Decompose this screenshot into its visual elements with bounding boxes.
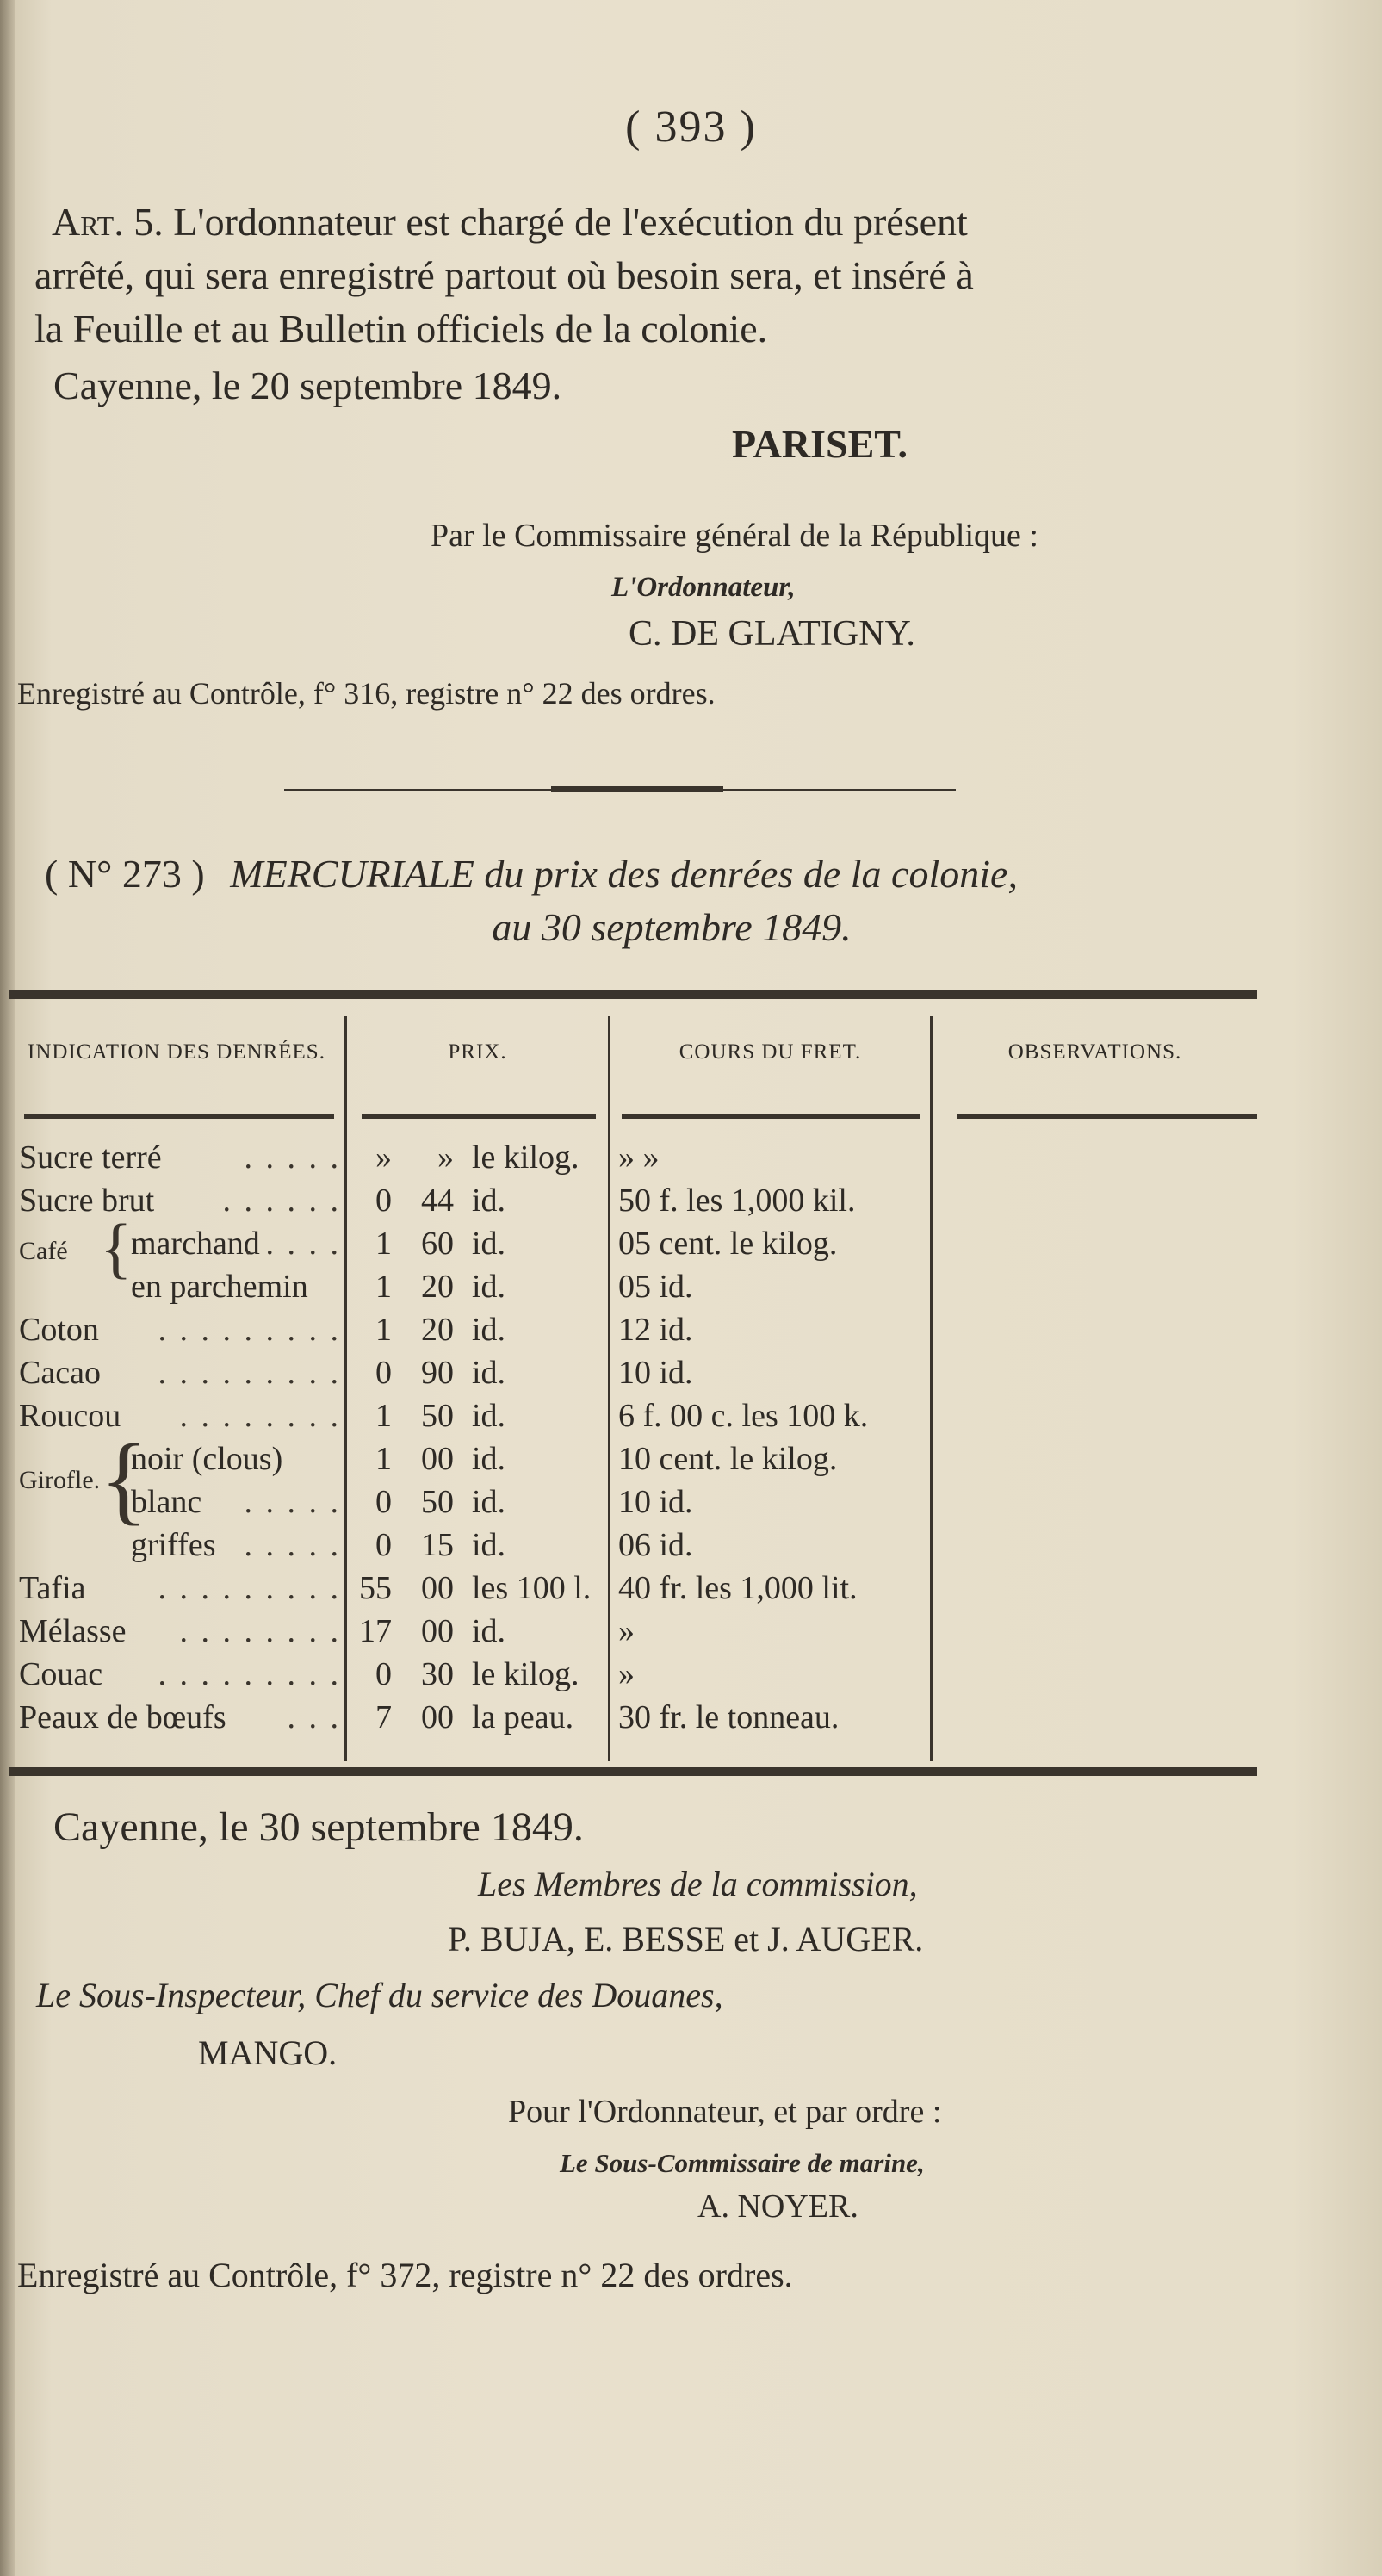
row-fret: 10 cent. le kilog. [618, 1441, 838, 1477]
row-leader-dots: . . . . . . . . . [158, 1656, 341, 1692]
header-prix: PRIX. [448, 1040, 507, 1064]
row-price-francs: 55 [359, 1570, 392, 1606]
row-item-name: Sucre terré [19, 1139, 162, 1176]
row-price-francs: 1 [375, 1441, 392, 1477]
row-price-unit: la peau. [472, 1699, 574, 1735]
row-price-francs: 7 [375, 1699, 392, 1735]
row-price-francs: 1 [375, 1398, 392, 1434]
closing-order-line: Pour l'Ordonnateur, et par ordre : [508, 2094, 942, 2130]
row-leader-dots: . . . . . . . . [179, 1398, 341, 1434]
row-price-unit: le kilog. [472, 1139, 579, 1176]
row-price-francs: 1 [375, 1226, 392, 1262]
row-price-francs: » [375, 1139, 392, 1176]
article-signer: PARISET. [732, 422, 908, 466]
closing-members-label: Les Membres de la commission, [478, 1865, 918, 1903]
row-leader-dots: . . . . . [244, 1484, 341, 1520]
row-price-cents: 90 [421, 1355, 454, 1391]
row-leader-dots: . . . . . . [222, 1182, 341, 1219]
row-leader-dots: . . . . . . . . . [158, 1570, 341, 1606]
row-item-name: Cacao [19, 1355, 101, 1391]
closing-inspector: MANGO. [198, 2033, 338, 2072]
row-price-cents: 00 [421, 1613, 454, 1649]
table-col-divider-3 [930, 1016, 933, 1761]
article-by-line: Par le Commissaire général de la République : [431, 518, 1038, 554]
row-price-francs: 0 [375, 1484, 392, 1520]
row-item-name: Tafia [19, 1570, 86, 1606]
row-item-name: en parchemin [131, 1269, 308, 1305]
row-item-name: Roucou [19, 1398, 121, 1434]
article-place-date: Cayenne, le 20 septembre 1849. [53, 363, 562, 407]
row-leader-dots: . . . . . . . . . [158, 1312, 341, 1348]
row-price-cents: 50 [421, 1484, 454, 1520]
row-fret: » [618, 1656, 635, 1692]
row-fret: 06 id. [618, 1527, 693, 1563]
article-label: Art. 5. [52, 200, 164, 244]
row-price-cents: 60 [421, 1226, 454, 1262]
row-leader-dots: . . . . . . . . . [158, 1355, 341, 1391]
article-signer-2: C. DE GLATIGNY. [629, 614, 915, 654]
article-role: L'Ordonnateur, [611, 572, 796, 603]
row-price-cents: 44 [421, 1182, 454, 1219]
row-fret: 12 id. [618, 1312, 693, 1348]
row-group-label: Girofle. [19, 1466, 101, 1494]
row-price-cents: 50 [421, 1398, 454, 1434]
row-item-name: Peaux de bœufs [19, 1699, 226, 1735]
notice-number: ( N° 273 ) [45, 852, 205, 896]
row-price-unit: id. [472, 1269, 506, 1305]
row-fret: 50 f. les 1,000 kil. [618, 1182, 856, 1219]
row-price-francs: 1 [375, 1312, 392, 1348]
page-number: ( 393 ) [625, 102, 757, 152]
closing-members: P. BUJA, E. BESSE et J. AUGER. [448, 1920, 924, 1958]
row-price-unit: id. [472, 1484, 506, 1520]
row-price-cents: » [437, 1139, 454, 1176]
header-rule-2 [362, 1114, 596, 1119]
closing-place-date: Cayenne, le 30 septembre 1849. [53, 1804, 584, 1850]
row-fret: 10 id. [618, 1355, 693, 1391]
closing-registration: Enregistré au Contrôle, f° 372, registre n° 22 des ordres. [17, 2256, 793, 2294]
row-price-unit: id. [472, 1182, 506, 1219]
row-price-francs: 1 [375, 1269, 392, 1305]
row-price-francs: 0 [375, 1355, 392, 1391]
row-price-unit: id. [472, 1312, 506, 1348]
article-text-1: L'ordonnateur est chargé de l'exécution du présent [173, 200, 968, 244]
row-price-cents: 20 [421, 1269, 454, 1305]
row-item-name: Coton [19, 1312, 99, 1348]
header-observations: OBSERVATIONS. [1007, 1040, 1182, 1064]
row-fret: 10 id. [618, 1484, 693, 1520]
row-price-unit: id. [472, 1527, 506, 1563]
row-price-unit: id. [472, 1613, 506, 1649]
row-price-cents: 20 [421, 1312, 454, 1348]
row-price-francs: 0 [375, 1527, 392, 1563]
article-line-2: arrêté, qui sera enregistré partout où besoin sera, et inséré à [34, 253, 974, 297]
row-item-name: griffes [131, 1527, 216, 1563]
row-price-francs: 0 [375, 1182, 392, 1219]
row-leader-dots: . . . [287, 1699, 341, 1735]
row-price-francs: 0 [375, 1656, 392, 1692]
row-price-cents: 15 [421, 1527, 454, 1563]
table-top-rule [9, 990, 1257, 999]
notice-heading-line-1 [45, 851, 1018, 897]
row-price-unit: id. [472, 1398, 506, 1434]
row-price-cents: 00 [421, 1699, 454, 1735]
row-price-unit: id. [472, 1441, 506, 1477]
row-price-unit: les 100 l. [472, 1570, 592, 1606]
closing-sub-role: Le Sous-Commissaire de marine, [560, 2148, 925, 2178]
row-price-francs: 17 [359, 1613, 392, 1649]
row-fret: » » [618, 1139, 660, 1176]
row-group-label: Café [19, 1237, 68, 1265]
row-leader-dots: . . . . . [244, 1139, 341, 1176]
row-leader-dots: . . . . . [244, 1226, 341, 1262]
header-fret: COURS DU FRET. [679, 1040, 862, 1064]
header-rule-3 [622, 1114, 920, 1119]
row-price-unit: id. [472, 1355, 506, 1391]
table-col-divider-2 [608, 1016, 610, 1761]
row-item-name: blanc [131, 1484, 202, 1520]
row-item-name: Couac [19, 1656, 103, 1692]
row-item-name: marchand [131, 1226, 260, 1262]
row-fret: 05 id. [618, 1269, 693, 1305]
row-price-cents: 30 [421, 1656, 454, 1692]
row-leader-dots: . . . . . . . . [179, 1613, 341, 1649]
cafe-brace: { [100, 1210, 133, 1285]
row-fret: 40 fr. les 1,000 lit. [618, 1570, 858, 1606]
row-item-name: noir (clous) [131, 1441, 283, 1477]
section-separator-center [551, 786, 723, 792]
row-fret: » [618, 1613, 635, 1649]
closing-sub-signer: A. NOYER. [697, 2188, 858, 2225]
article-line-1 [52, 196, 968, 248]
girofle-brace: { [100, 1425, 148, 1535]
article-registration: Enregistré au Contrôle, f° 316, registre n° 22 des ordres. [17, 676, 716, 711]
row-item-name: Sucre brut [19, 1182, 155, 1219]
row-price-unit: le kilog. [472, 1656, 579, 1692]
row-item-name: Mélasse [19, 1613, 127, 1649]
notice-title-2: au 30 septembre 1849. [492, 905, 852, 949]
row-fret: 30 fr. le tonneau. [618, 1699, 840, 1735]
notice-title-1: MERCURIALE du prix des denrées de la colonie, [230, 852, 1018, 896]
page-spine-shadow [0, 0, 15, 2576]
article-line-3: la Feuille et au Bulletin officiels de la colonie. [34, 307, 768, 351]
row-fret: 6 f. 00 c. les 100 k. [618, 1398, 869, 1434]
row-price-unit: id. [472, 1226, 506, 1262]
header-denrees: INDICATION DES DENRÉES. [28, 1040, 325, 1064]
row-price-cents: 00 [421, 1570, 454, 1606]
header-rule-1 [24, 1114, 334, 1119]
header-rule-4 [957, 1114, 1257, 1119]
table-bottom-rule [9, 1767, 1257, 1776]
row-price-cents: 00 [421, 1441, 454, 1477]
row-fret: 05 cent. le kilog. [618, 1226, 838, 1262]
row-leader-dots: . . . . . [244, 1527, 341, 1563]
closing-inspector-label: Le Sous-Inspecteur, Chef du service des Douanes, [36, 1976, 723, 2014]
